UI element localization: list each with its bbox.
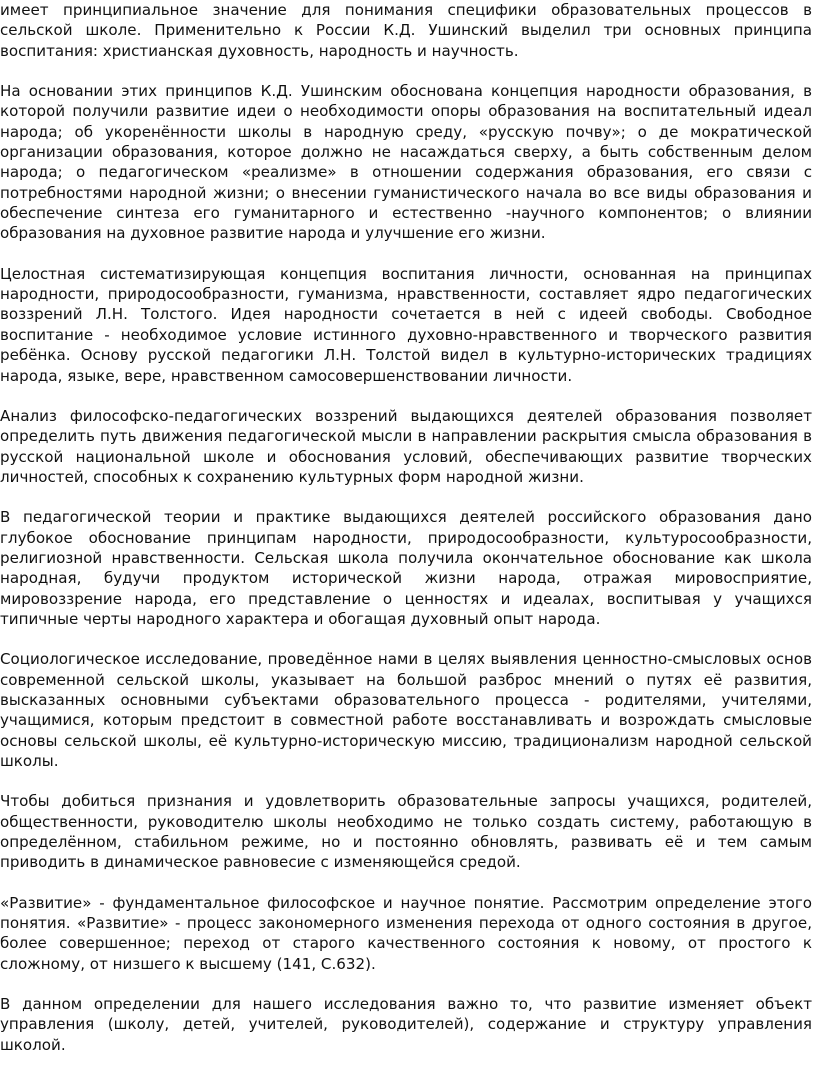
paragraph-gap bbox=[0, 771, 812, 791]
paragraph-2: На основании этих принципов К.Д. Ушинским обоснована концепция народности образования, в которой получили развитие идеи о необходимости опоры образования на воспитательный идеал народа; об укоренённости школы в народную среду, «русскую почву»; о де мократической организации образования, которое должно не насаждаться сверху, а быть собственным делом народа; о педагогическом «реализме» в отношении содержания образования, его связи с потребностями народной жизни; о внесении гуманистического начала во все виды образования и обеспечение синтеза его гуманитарного и естественно -научного компонентов; о влиянии образования на духовное развитие народа и улучшение его жизни. bbox=[0, 82, 812, 243]
paragraph-5: В педагогической теории и практике выдающихся деятелей российского образования дано глубокое обоснование принципам народности, природосообразности, культуросообразности, религиозной нравственности. Сельская школа получила окончательное обоснование как школа народная, будучи продуктом исторической жизни народа, отражая мировосприятие, мировоззрение народа, его представление о ценностях и идеалах, воспитывая у учащихся типичные черты народного характера и обогащая духовный опыт народа. bbox=[0, 508, 812, 628]
paragraph-gap bbox=[0, 629, 812, 649]
paragraph-9: В данном определении для нашего исследования важно то, что развитие изменяет объект управления (школу, детей, учителей, руководителей), содержание и структуру управления школой. bbox=[0, 995, 812, 1054]
paragraph-gap bbox=[0, 487, 812, 507]
paragraph-gap bbox=[0, 974, 812, 994]
paragraph-1: имеет принципиальное значение для понимания специфики образовательных процессов в сельской школе. Применительно к России К.Д. Ушинский выделил три основных принципа воспитания: христианская духовность, народность и научность. bbox=[0, 1, 812, 60]
paragraph-gap bbox=[0, 244, 812, 264]
paragraph-gap bbox=[0, 61, 812, 81]
paragraph-gap bbox=[0, 386, 812, 406]
paragraph-3: Целостная систематизирующая концепция воспитания личности, основанная на принципах народности, природосообразности, гуманизма, нравственности, составляет ядро педагогических воззрений Л.Н. Толстого. Идея народности сочетается в ней с идеей свободы. Свободное воспитание - необходимое условие истинного духовно-нравственного и творческого развития ребёнка. Основу русской педагогики Л.Н. Толстой видел в культурно-исторических традициях народа, языке, вере, нравственном самосовершенствовании личности. bbox=[0, 264, 812, 385]
paragraph-4: Анализ философско-педагогических воззрений выдающихся деятелей образования позволяет определить путь движения педагогической мысли в направлении раскрытия смысла образования в русской национальной школе и обоснования условий, обеспечивающих развитие творческих личностей, способных к сохранению культурных форм народной жизни. bbox=[0, 406, 812, 486]
paragraph-8: «Развитие» - фундаментальное философское и научное понятие. Рассмотрим определение этого понятия. «Развитие» - процесс закономерного изменения перехода от одного состояния в другое, более совершенное; переход от старого качественного состояния к новому, от простого к сложному, от низшего к высшему (141, С.632). bbox=[0, 893, 812, 973]
paragraph-6: Социологическое исследование, проведённое нами в целях выявления ценностно-смысловых основ современной сельской школы, указывает на большой разброс мнений о путях её развития, высказанных основными субъектами образовательного процесса - родителями, учителями, учащимися, которым предстоит в совместной работе восстанавливать и возрождать смысловые основы сельской школы, её культурно-историческую миссию, традиционализм народной сельской школы. bbox=[0, 650, 812, 770]
paragraph-7: Чтобы добиться признания и удовлетворить образовательные запросы учащихся, родителей, общественности, руководителю школы необходимо не только создать систему, работающую в определённом, стабильном режиме, но и постоянно обновлять, развивать её и тем самым приводить в динамическое равновесие с изменяющейся средой. bbox=[0, 792, 812, 872]
paragraph-gap bbox=[0, 873, 812, 893]
